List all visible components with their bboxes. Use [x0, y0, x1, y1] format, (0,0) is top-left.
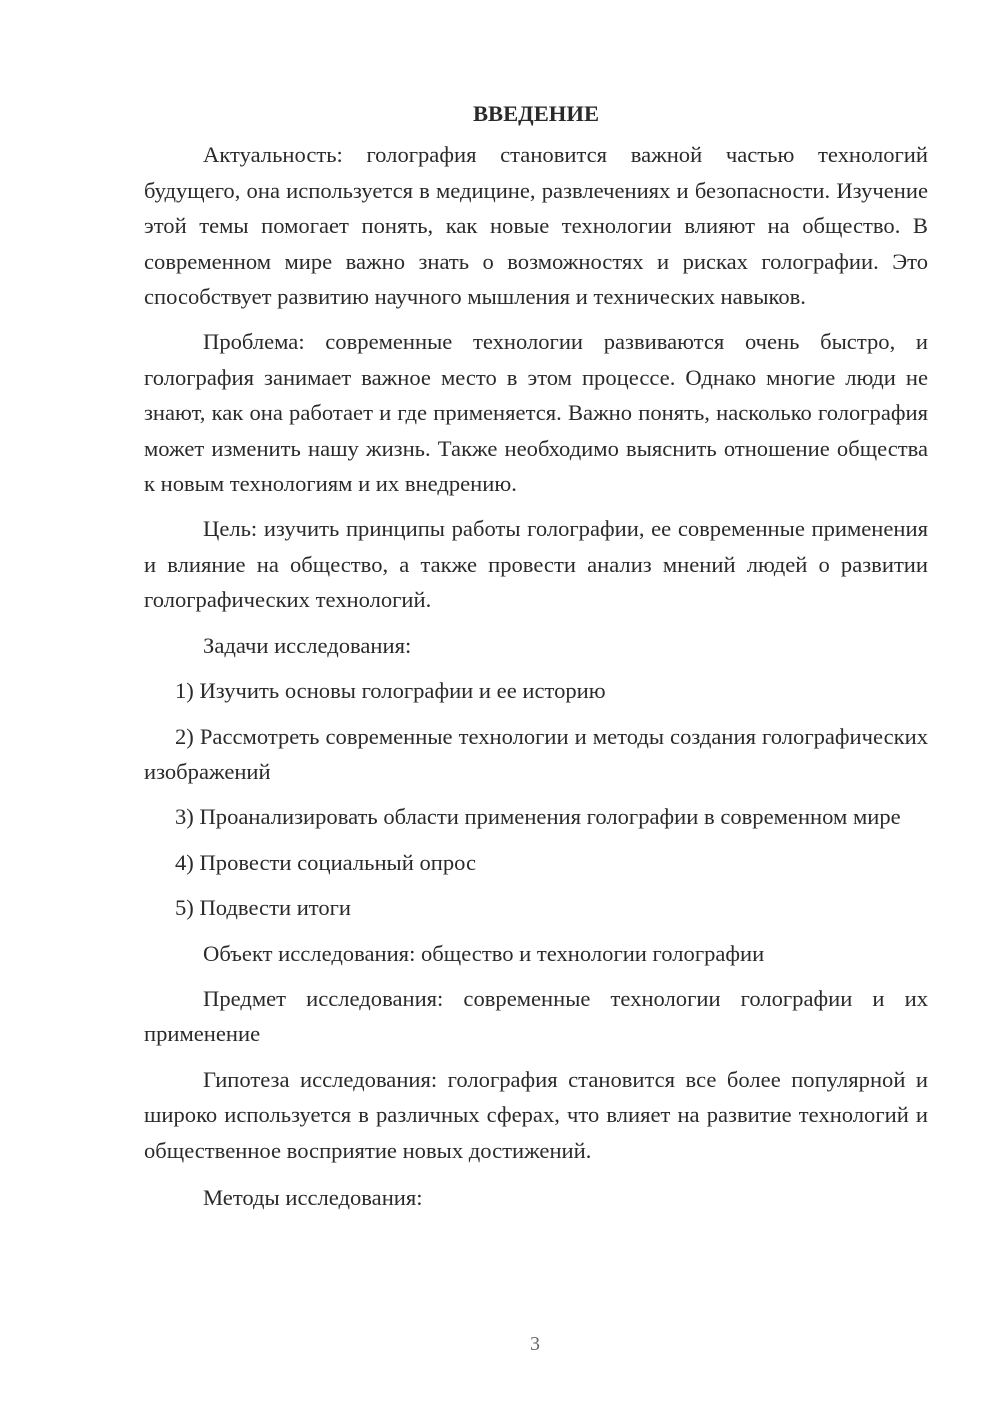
- task-item-3: 3) Проанализировать области применения голографии в современном мире: [175, 804, 901, 830]
- paragraph-subject: Предмет исследования: современные технологии голографии и их применение: [144, 985, 928, 1047]
- paragraph-problem: Проблема: современные технологии развиваются очень быстро, и голография занимает важное место в этом процессе. Однако многие люди не знают, как она работает и где применяется. Важно понять, насколько голография может изменить нашу жизнь. Также необходимо выяснить отношение общества к новым технологиям и их внедрению.: [144, 329, 928, 497]
- task-item-2: 2) Рассмотреть современные технологии и методы создания голографических изображений: [144, 723, 928, 784]
- task-item-1: 1) Изучить основы голографии и ее историю: [175, 678, 606, 704]
- paragraph-relevance: Актуальность: голография становится важной частью технологий будущего, она используется в медицине, развлечениях и безопасности. Изучение этой темы помогает понять, как новые технологии влияют на общество. В современном мире важно знать о возможностях и рисках голографии. Это способствует развитию научного мышления и технических навыков.: [144, 142, 928, 310]
- paragraph-object: Объект исследования: общество и технологии голографии: [203, 940, 765, 966]
- page-title: ВВЕДЕНИЕ: [472, 101, 600, 126]
- task-item-4: 4) Провести социальный опрос: [175, 849, 477, 875]
- paragraph-hypothesis: Гипотеза исследования: голография становится все более популярной и широко используется в различных сферах, что влияет на развитие технологий и общественное восприятие новых достижений.: [144, 1066, 928, 1163]
- tasks-heading: Задачи исследования:: [203, 632, 412, 658]
- page-number: 3: [530, 1333, 540, 1355]
- page-content: [144, 96, 928, 1215]
- paragraph-goal: Цель: изучить принципы работы голографии, ее современные применения и влияние на общество, а также провести анализ мнений людей о развитии голографических технологий.: [144, 516, 928, 613]
- task-item-5: 5) Подвести итоги: [175, 895, 352, 921]
- methods-heading: Методы исследования:: [203, 1184, 423, 1210]
